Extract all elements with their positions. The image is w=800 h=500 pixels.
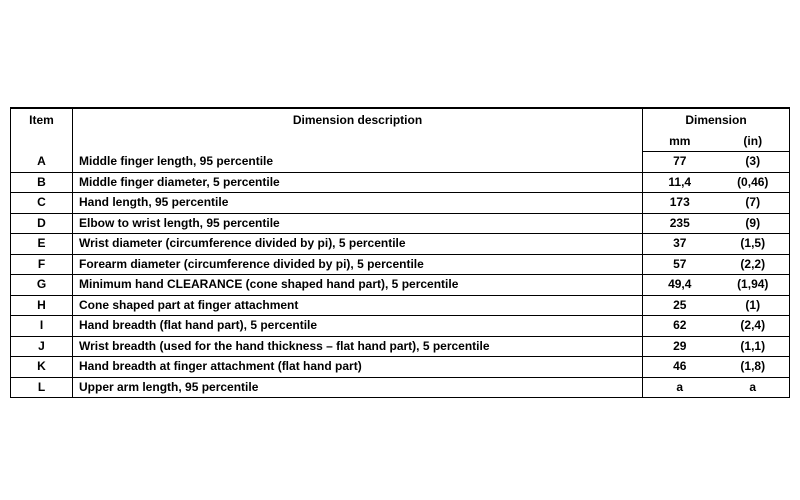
row-description: Cone shaped part at finger attachment bbox=[73, 295, 643, 316]
row-item: G bbox=[11, 275, 73, 296]
table-row bbox=[11, 152, 790, 173]
table-row bbox=[11, 377, 790, 398]
row-in-value: (2,2) bbox=[717, 254, 790, 275]
row-in-value: (7) bbox=[717, 193, 790, 214]
table-header bbox=[11, 108, 790, 152]
table-row bbox=[11, 213, 790, 234]
row-description: Elbow to wrist length, 95 percentile bbox=[73, 213, 643, 234]
row-item: I bbox=[11, 316, 73, 337]
row-mm-value: 173 bbox=[643, 193, 717, 214]
row-in-value: a bbox=[717, 377, 790, 398]
row-description: Hand breadth at finger attachment (flat hand part) bbox=[73, 357, 643, 378]
row-item: D bbox=[11, 213, 73, 234]
row-description: Middle finger diameter, 5 percentile bbox=[73, 172, 643, 193]
row-mm-value: 62 bbox=[643, 316, 717, 337]
row-mm-value: 25 bbox=[643, 295, 717, 316]
row-mm-value: 235 bbox=[643, 213, 717, 234]
header-item: Item bbox=[11, 108, 73, 152]
row-item: A bbox=[11, 152, 73, 173]
header-in: (in) bbox=[717, 131, 790, 152]
row-item: H bbox=[11, 295, 73, 316]
row-mm-value: a bbox=[643, 377, 717, 398]
row-in-value: (1,94) bbox=[717, 275, 790, 296]
row-description: Wrist diameter (circumference divided by pi), 5 percentile bbox=[73, 234, 643, 255]
table-row bbox=[11, 275, 790, 296]
row-description: Hand length, 95 percentile bbox=[73, 193, 643, 214]
row-item: J bbox=[11, 336, 73, 357]
row-item: B bbox=[11, 172, 73, 193]
row-in-value: (9) bbox=[717, 213, 790, 234]
row-in-value: (1,8) bbox=[717, 357, 790, 378]
table-row bbox=[11, 172, 790, 193]
row-mm-value: 57 bbox=[643, 254, 717, 275]
table-row bbox=[11, 357, 790, 378]
table-row bbox=[11, 254, 790, 275]
row-description: Upper arm length, 95 percentile bbox=[73, 377, 643, 398]
table-row bbox=[11, 316, 790, 337]
row-mm-value: 46 bbox=[643, 357, 717, 378]
row-mm-value: 49,4 bbox=[643, 275, 717, 296]
table-row bbox=[11, 234, 790, 255]
row-in-value: (0,46) bbox=[717, 172, 790, 193]
header-description: Dimension description bbox=[73, 108, 643, 152]
table-row bbox=[11, 295, 790, 316]
row-item: K bbox=[11, 357, 73, 378]
row-in-value: (1,5) bbox=[717, 234, 790, 255]
row-in-value: (2,4) bbox=[717, 316, 790, 337]
row-description: Middle finger length, 95 percentile bbox=[73, 152, 643, 173]
row-description: Wrist breadth (used for the hand thickness – flat hand part), 5 percentile bbox=[73, 336, 643, 357]
row-description: Minimum hand CLEARANCE (cone shaped hand part), 5 percentile bbox=[73, 275, 643, 296]
dimensions-table bbox=[10, 107, 790, 398]
table-body bbox=[11, 152, 790, 398]
row-mm-value: 37 bbox=[643, 234, 717, 255]
row-item: C bbox=[11, 193, 73, 214]
row-item: E bbox=[11, 234, 73, 255]
row-mm-value: 29 bbox=[643, 336, 717, 357]
row-description: Hand breadth (flat hand part), 5 percentile bbox=[73, 316, 643, 337]
header-dimension: Dimension bbox=[643, 108, 790, 131]
row-in-value: (1) bbox=[717, 295, 790, 316]
table-row bbox=[11, 336, 790, 357]
row-item: L bbox=[11, 377, 73, 398]
header-mm: mm bbox=[643, 131, 717, 152]
row-mm-value: 11,4 bbox=[643, 172, 717, 193]
table-row bbox=[11, 193, 790, 214]
row-mm-value: 77 bbox=[643, 152, 717, 173]
row-in-value: (3) bbox=[717, 152, 790, 173]
row-item: F bbox=[11, 254, 73, 275]
row-description: Forearm diameter (circumference divided by pi), 5 percentile bbox=[73, 254, 643, 275]
row-in-value: (1,1) bbox=[717, 336, 790, 357]
